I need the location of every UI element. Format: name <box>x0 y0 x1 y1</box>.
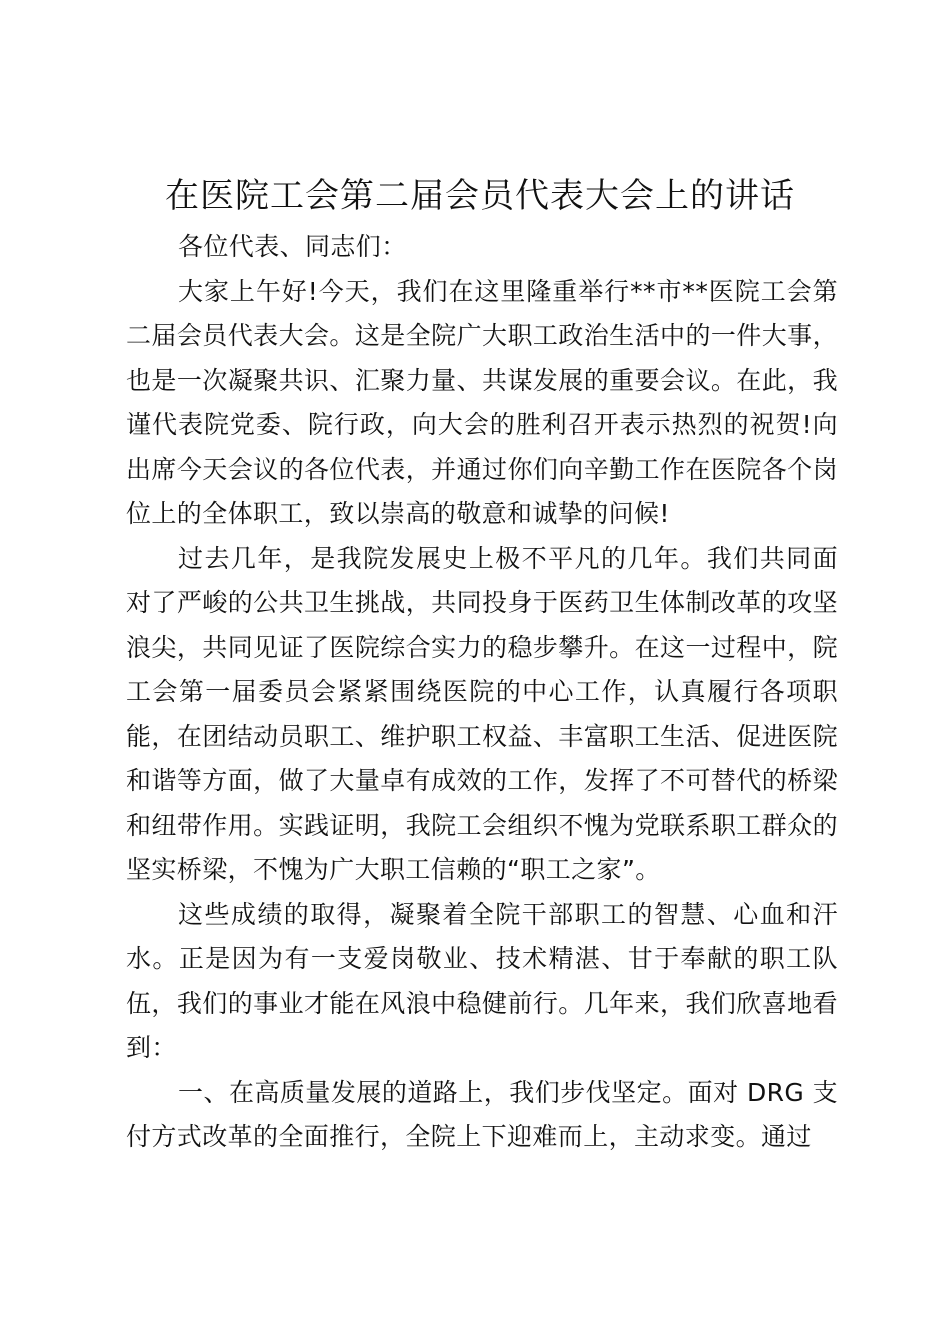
salutation: 各位代表、同志们： <box>178 232 407 261</box>
paragraph-review: 过去几年，是我院发展史上极不平凡的几年。我们共同面对了严峻的公共卫生挑战，共同投身于医药卫生体制改革的攻坚浪尖，共同见证了医院综合实力的稳步攀升。在这一过程中，院工会第一届委员会紧紧围绕医院的中心工作，认真履行各项职能，在团结动员职工、维护职工权益、丰富职工生活、促进医院和谐等方面，做了大量卓有成效的工作，发挥了不可替代的桥梁和纽带作用。实践证明，我院工会组织不愧为党联系职工群众的坚实桥梁，不愧为广大职工信赖的“职工之家”。 <box>126 543 838 884</box>
document-title: 在医院工会第二届会员代表大会上的讲话 <box>165 176 795 216</box>
paragraph-opening: 大家上午好!今天，我们在这里隆重举行**市**医院工会第二届会员代表大会。这是全院广大职工政治生活中的一件大事，也是一次凝聚共识、汇聚力量、共谋发展的重要会议。在此，我谨代表院党委、院行政，向大会的胜利召开表示热烈的祝贺!向出席今天会议的各位代表，并通过你们向辛勤工作在医院各个岗位上的全体职工，致以崇高的敬意和诚挚的问候! <box>126 276 838 528</box>
document-body <box>126 225 838 1160</box>
paragraph-point-one: 一、在高质量发展的道路上，我们步伐坚定。面对 DRG 支付方式改革的全面推行，全院上下迎难而上，主动求变。通过 <box>126 1077 838 1151</box>
paragraph-achievements: 这些成绩的取得，凝聚着全院干部职工的智慧、心血和汗水。正是因为有一支爱岗敬业、技术精湛、甘于奉献的职工队伍，我们的事业才能在风浪中稳健前行。几年来，我们欣喜地看到： <box>126 899 838 1062</box>
